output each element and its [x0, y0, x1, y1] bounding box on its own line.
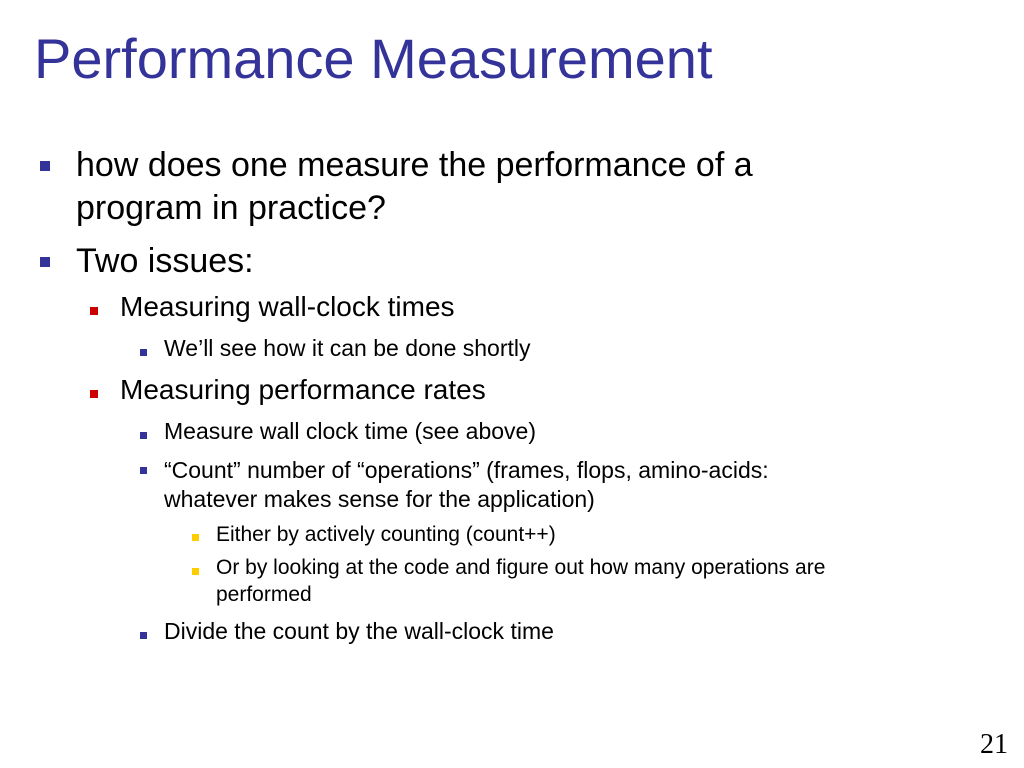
bullet-text-line: Measure wall clock time (see above)	[164, 418, 536, 444]
bullet-text-line: Divide the count by the wall-clock time	[164, 618, 554, 644]
square-bullet-icon	[140, 432, 147, 439]
bullet-text-line: We’ll see how it can be done shortly	[164, 335, 531, 361]
bullet-text-line: how does one measure the performance of a	[76, 146, 753, 184]
bullet-text-line: Two issues:	[76, 242, 254, 280]
bullet-text-line: Measuring wall-clock times	[120, 291, 455, 322]
square-bullet-icon	[140, 632, 147, 639]
bullet-text-line: Measuring performance rates	[120, 374, 486, 405]
bullet-text-line: whatever makes sense for the application)	[164, 486, 595, 512]
bullet-text-line: performed	[216, 583, 312, 606]
square-bullet-icon	[192, 568, 199, 575]
page-number: 21	[980, 729, 1008, 760]
bullet-text-line: Or by looking at the code and figure out how many operations are	[216, 556, 826, 579]
square-bullet-icon	[140, 467, 147, 474]
square-bullet-icon	[140, 349, 147, 356]
slide-title: Performance Measurement	[34, 27, 713, 90]
bullet-text-line: program in practice?	[76, 189, 386, 227]
square-bullet-icon	[90, 390, 98, 398]
square-bullet-icon	[40, 161, 50, 171]
square-bullet-icon	[40, 257, 50, 267]
square-bullet-icon	[90, 307, 98, 315]
bullet-text-line: “Count” number of “operations” (frames, flops, amino-acids:	[164, 457, 769, 483]
bullet-text-line: Either by actively counting (count++)	[216, 523, 556, 546]
square-bullet-icon	[192, 534, 199, 541]
